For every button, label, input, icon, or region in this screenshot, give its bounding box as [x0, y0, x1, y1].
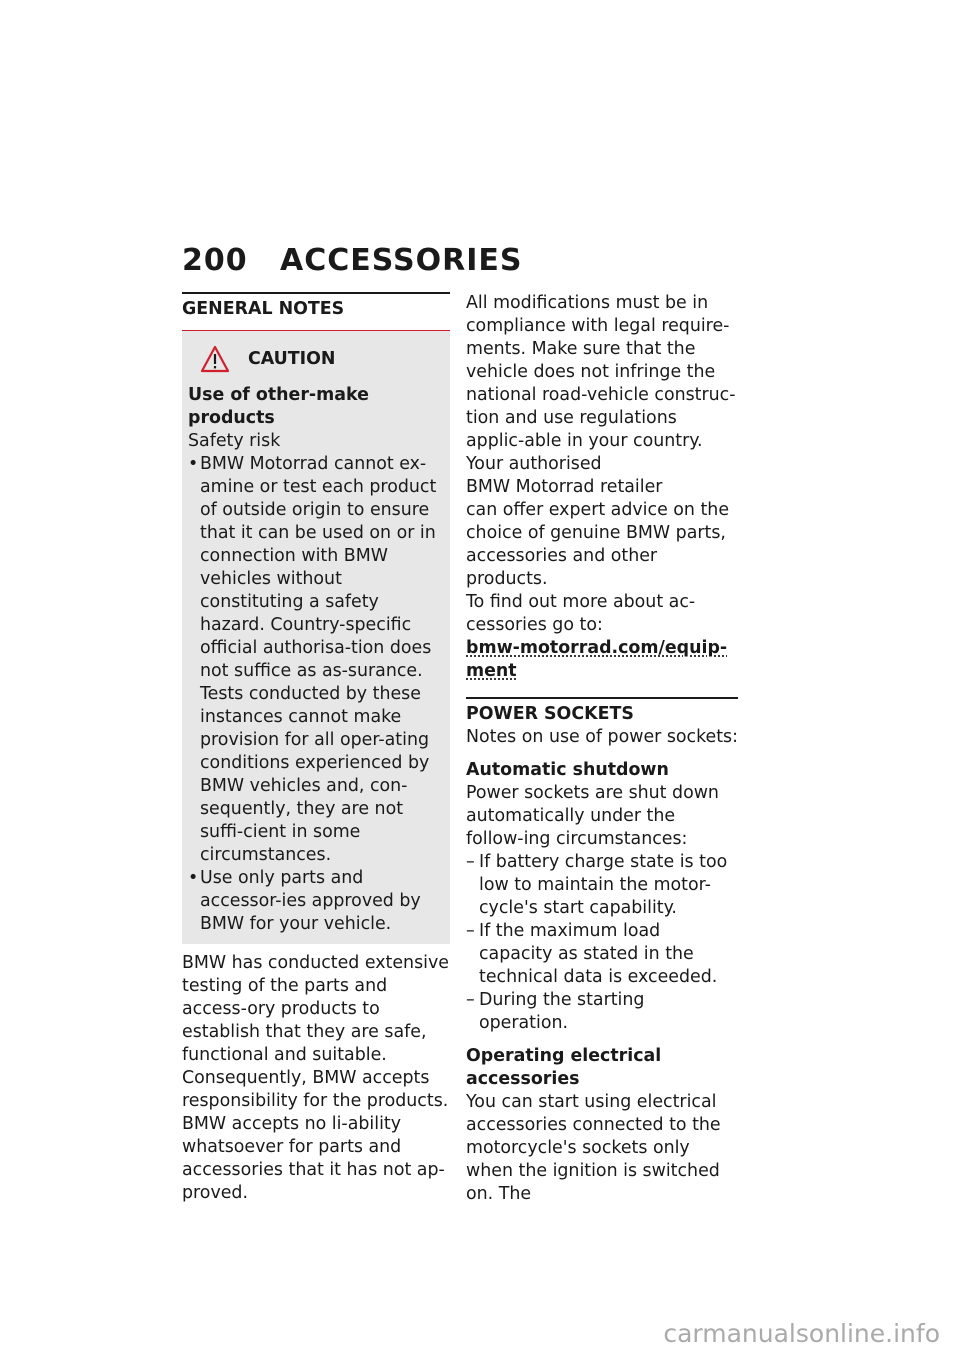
- power-sockets-notes: Notes on use of power sockets:: [466, 727, 738, 747]
- caution-subtitle: Safety risk: [188, 431, 281, 451]
- left-column: [182, 292, 450, 1205]
- general-notes-heading: GENERAL NOTES: [182, 292, 450, 331]
- page-header: [182, 243, 522, 278]
- automatic-shutdown-title: Automatic shutdown: [466, 760, 669, 780]
- watermark: carmanualsonline.info: [663, 1319, 940, 1348]
- list-item: • BMW Motorrad cannot ex-amine or test each product of outside origin to ensure that it can be used on or in connection with BMW vehicles without constituting a safety hazard. Country-specific official authorisa-tion does not suffice as as-surance. Tests conducted by these instances cannot make provision for all oper-ating conditions experienced by BMW vehicles and, con-sequently, they are not suffi-cient in some circumstances.: [188, 453, 444, 867]
- automatic-shutdown-block: [466, 759, 738, 1035]
- list-item: – If battery charge state is too low to maintain the motor-cycle's start capability.: [466, 851, 738, 920]
- caution-header: [200, 345, 444, 373]
- operating-accessories-body: You can start using electrical accessories connected to the motorcycle's sockets only when the ignition is switched on. The: [466, 1092, 721, 1204]
- general-notes-body: BMW has conducted extensive testing of the parts and access-ory products to establish that they are safe, functional and suitable. Consequently, BMW accepts responsibility for the products. BMW accepts no li-ability whatsoever for parts and accessories that it has not ap-proved.: [182, 953, 449, 1203]
- retailer-paragraph: can offer expert advice on the choice of genuine BMW parts, accessories and other products.: [466, 500, 730, 589]
- list-item: – During the starting operation.: [466, 989, 738, 1035]
- retailer-line-1: Your authorised: [466, 454, 602, 474]
- automatic-shutdown-body: Power sockets are shut down automatically under the follow-ing circumstances:: [466, 783, 719, 849]
- caution-box: [182, 331, 450, 944]
- retailer-line-2: BMW Motorrad retailer: [466, 477, 663, 497]
- chapter-title: ACCESSORIES: [280, 243, 523, 278]
- page-number: 200: [182, 243, 248, 278]
- caution-bullet-list: [188, 453, 444, 936]
- modifications-paragraph: All modifications must be in compliance with legal require-ments. Make sure that the vehicle does not infringe the national road-vehicle construc-tion and use regulations applic-able in your country.: [466, 293, 736, 451]
- operating-accessories-title: Operating electrical accessories: [466, 1046, 662, 1089]
- operating-accessories-block: [466, 1045, 738, 1206]
- power-sockets-heading: POWER SOCKETS: [466, 697, 738, 726]
- caution-title: Use of other-make products: [188, 385, 369, 428]
- caution-label: CAUTION: [248, 348, 336, 369]
- shutdown-conditions-list: [466, 851, 738, 1035]
- accessories-link[interactable]: bmw-motorrad.com/equip-ment: [466, 638, 728, 681]
- list-item: – If the maximum load capacity as stated in the technical data is exceeded.: [466, 920, 738, 989]
- warning-triangle-icon: [200, 345, 230, 373]
- find-out-paragraph: To find out more about ac-cessories go to:: [466, 592, 696, 635]
- right-column: [466, 292, 738, 1206]
- list-item: • Use only parts and accessor-ies approved by BMW for your vehicle.: [188, 867, 444, 936]
